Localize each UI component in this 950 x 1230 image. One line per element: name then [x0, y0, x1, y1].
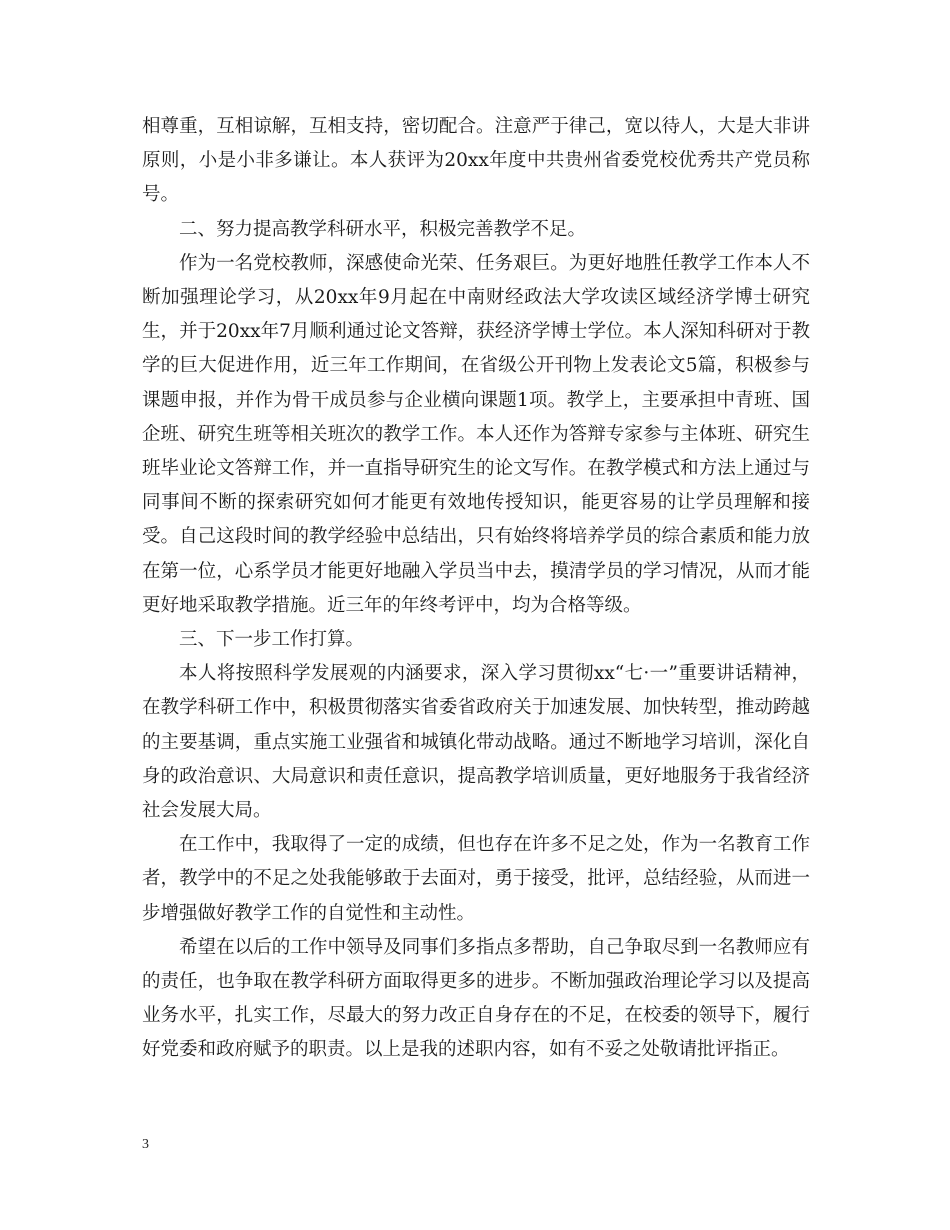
paragraph-shortcomings: 在工作中，我取得了一定的成绩，但也存在许多不足之处，作为一名教育工作者，教学中的不足之处我能够敢于去面对，勇于接受，批评，总结经验，从而进一步增强做好教学工作的自觉性和主动性。 — [142, 834, 810, 924]
paragraph-next-plan: 本人将按照科学发展观的内涵要求，深入学习贯彻xx“七·一”重要讲话精神，在教学科研工作中，积极贯彻落实省委省政府关于加速发展、加快转型，推动跨越的主要基调，重点实施工业强省和城镇化带动战略。通过不断地学习培训，深化自身的政治意识、大局意识和责任意识，提高教学培训质量，更好地服务于我省经济社会发展大局。 — [142, 663, 810, 822]
section-heading-2: 二、努力提高教学科研水平，积极完善教学不足。 — [179, 218, 587, 240]
section-heading-3: 三、下一步工作打算。 — [179, 629, 365, 651]
paragraph-closing: 希望在以后的工作中领导及同事们多指点多帮助，自己争取尽到一名教师应有的责任，也争取在教学科研方面取得更多的进步。不断加强政治理论学习以及提高业务水平，扎实工作，尽最大的努力改正自身存在的不足，在校委的领导下，履行好党委和政府赋予的职责。以上是我的述职内容，如有不妥之处敬请批评指正。 — [142, 936, 810, 1061]
page-number: 3 — [142, 1137, 149, 1152]
paragraph-teaching-research: 作为一名党校教师，深感使命光荣、任务艰巨。为更好地胜任教学工作本人不断加强理论学习，从20xx年9月起在中南财经政法大学攻读区域经济学博士研究生，并于20xx年7月顺利通过论文答辩，获经济学博士学位。本人深知科研对于教学的巨大促进作用，近三年工作期间，在省级公开刊物上发表论文5篇，积极参与课题申报，并作为骨干成员参与企业横向课题1项。教学上，主要承担中青班、国企班、研究生班等相关班次的教学工作。本人还作为答辩专家参与主体班、研究生班毕业论文答辩工作，并一直指导研究生的论文写作。在教学模式和方法上通过与同事间不断的探索研究如何才能更有效地传授知识，能更容易的让学员理解和接受。自己这段时间的教学经验中总结出，只有始终将培养学员的综合素质和能力放在第一位，心系学员才能更好地融入学员当中去，摸清学员的学习情况，从而才能更好地采取教学措施。近三年的年终考评中，均为合格等级。 — [142, 252, 810, 616]
paragraph-continuation: 相尊重，互相谅解，互相支持，密切配合。注意严于律己，宽以待人，大是大非讲原则，小是小非多谦让。本人获评为20xx年度中共贵州省委党校优秀共产党员称号。 — [142, 116, 810, 206]
document-body — [142, 110, 810, 1068]
